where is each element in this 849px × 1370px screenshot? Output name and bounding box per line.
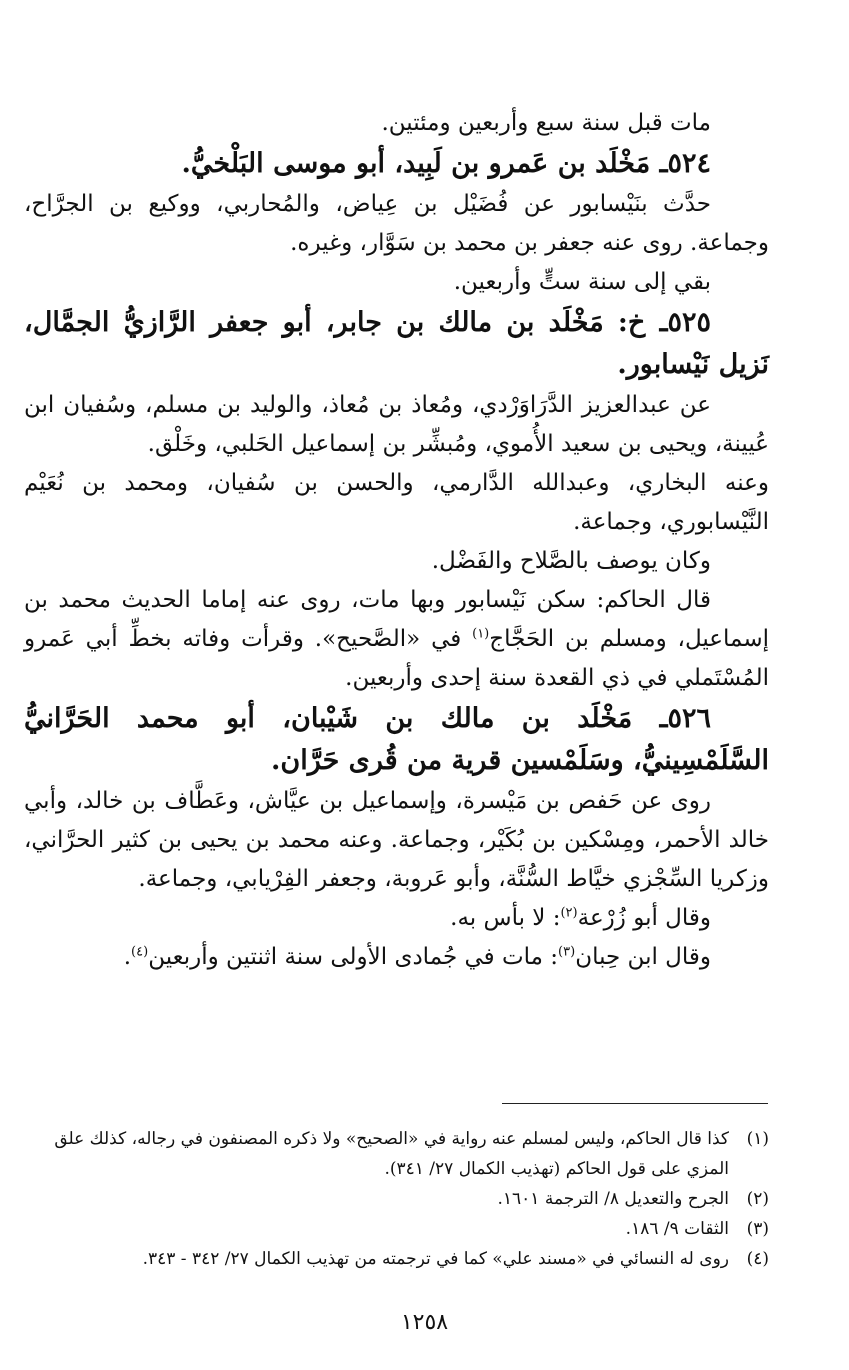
footnote <box>24 1244 769 1274</box>
footnote <box>24 1124 769 1184</box>
page-number: ١٢٥٨ <box>400 1310 449 1335</box>
footnote-text: كذا قال الحاكم، وليس لمسلم عنه رواية في «الصحيح» ولا ذكره المصنفون في رجاله، كذلك علق المزي على قول الحاكم (تهذيب الكمال ٢٧/ ٣٤١). <box>54 1129 729 1179</box>
paragraph <box>24 899 769 938</box>
paragraph: مات قبل سنة سبع وأربعين ومئتين. <box>381 110 711 136</box>
entry-heading-526: ٥٢٦ـ مَخْلَد بن مالك بن شَيْبان، أبو محمد الحَرَّانيُّ السَّلَمْسِينيُّ، وسَلَمْسين قرية من قُرى حَرَّان. <box>24 703 769 776</box>
footnote-ref: (٣) <box>558 944 576 960</box>
paragraph: بقي إلى سنة ستٍّ وأربعين. <box>453 269 711 295</box>
text-run: . <box>123 944 132 970</box>
footnote-ref: (١) <box>472 626 490 642</box>
text-run: : مات في جُمادى الأولى سنة اثنتين وأربعين <box>148 944 559 970</box>
paragraph <box>24 581 769 698</box>
paragraph: وعنه البخاري، وعبدالله الدَّارمي، والحسن بن سُفيان، ومحمد بن نُعَيْم النَّيْسابوري، وجماعة. <box>24 470 769 535</box>
footnote-divider <box>502 1103 768 1104</box>
footnote-text: روى له النسائي في «مسند علي» كما في ترجمته من تهذيب الكمال ٢٧/ ٣٤٢ - ٣٤٣. <box>142 1249 729 1269</box>
footnotes <box>24 1124 769 1274</box>
text-run: قال الحاكم: سكن نَيْسابور وبها مات، روى عنه إماما الحديث محمد بن إسماعيل، ومسلم بن الحَجَّاج <box>24 587 769 652</box>
paragraph: روى عن حَفص بن مَيْسرة، وإسماعيل بن عيَّاش، وعَطَّاف بن خالد، وأبي خالد الأحمر، ومِسْكين بن بُكَيْر، وجماعة. وعنه محمد بن يحيى بن كثير الحرَّاني، وزكريا السِّجْزي خيَّاط السُّنَّة، وأبو عَروبة، وجعفر الفِرْيابي، وجماعة. <box>24 788 769 892</box>
entry-heading-525: ٥٢٥ـ خ: مَخْلَد بن مالك بن جابر، أبو جعفر الرَّازيُّ الجمَّال، نَزيل نَيْسابور. <box>24 307 769 380</box>
footnote-number: (١) <box>746 1129 769 1149</box>
entry-heading-524: ٥٢٤ـ مَخْلَد بن عَمرو بن لَبِيد، أبو موسى البَلْخيُّ. <box>181 148 711 179</box>
footnote-ref: (٤) <box>131 944 149 960</box>
footnote <box>24 1184 769 1214</box>
page-body <box>24 104 769 977</box>
footnote <box>24 1214 769 1244</box>
footnote-number: (٣) <box>746 1219 769 1239</box>
footnote-number: (٤) <box>746 1249 769 1269</box>
text-run: وقال أبو زُرْعة <box>577 905 711 931</box>
text-run: في «الصَّحيح». وقرأت وفاته بخطِّ أبي عَمرو المُسْتَملي في ذي القعدة سنة إحدى وأربعين. <box>24 626 769 691</box>
text-run: وقال ابن حِبان <box>575 944 711 970</box>
paragraph <box>24 938 769 977</box>
paragraph: وكان يوصف بالصَّلاح والفَضْل. <box>431 548 711 574</box>
footnote-text: الجرح والتعديل ٨/ الترجمة ١٦٠١. <box>497 1189 729 1209</box>
footnote-number: (٢) <box>746 1189 769 1209</box>
paragraph: عن عبدالعزيز الدَّرَاوَرْدي، ومُعاذ بن مُعاذ، والوليد بن مسلم، وسُفيان ابن عُيينة، ويحيى بن سعيد الأُموي، ومُبشِّر بن إسماعيل الحَلبي، وخَلْق. <box>24 392 769 457</box>
footnote-ref: (٢) <box>560 905 578 921</box>
paragraph: حدَّث بنَيْسابور عن فُضَيْل بن عِياض، والمُحاربي، ووكيع بن الجرَّاح، وجماعة. روى عنه جعفر بن محمد بن سَوَّار، وغيره. <box>24 191 769 256</box>
footnote-text: الثقات ٩/ ١٨٦. <box>625 1219 729 1239</box>
text-run: : لا بأس به. <box>450 905 561 931</box>
